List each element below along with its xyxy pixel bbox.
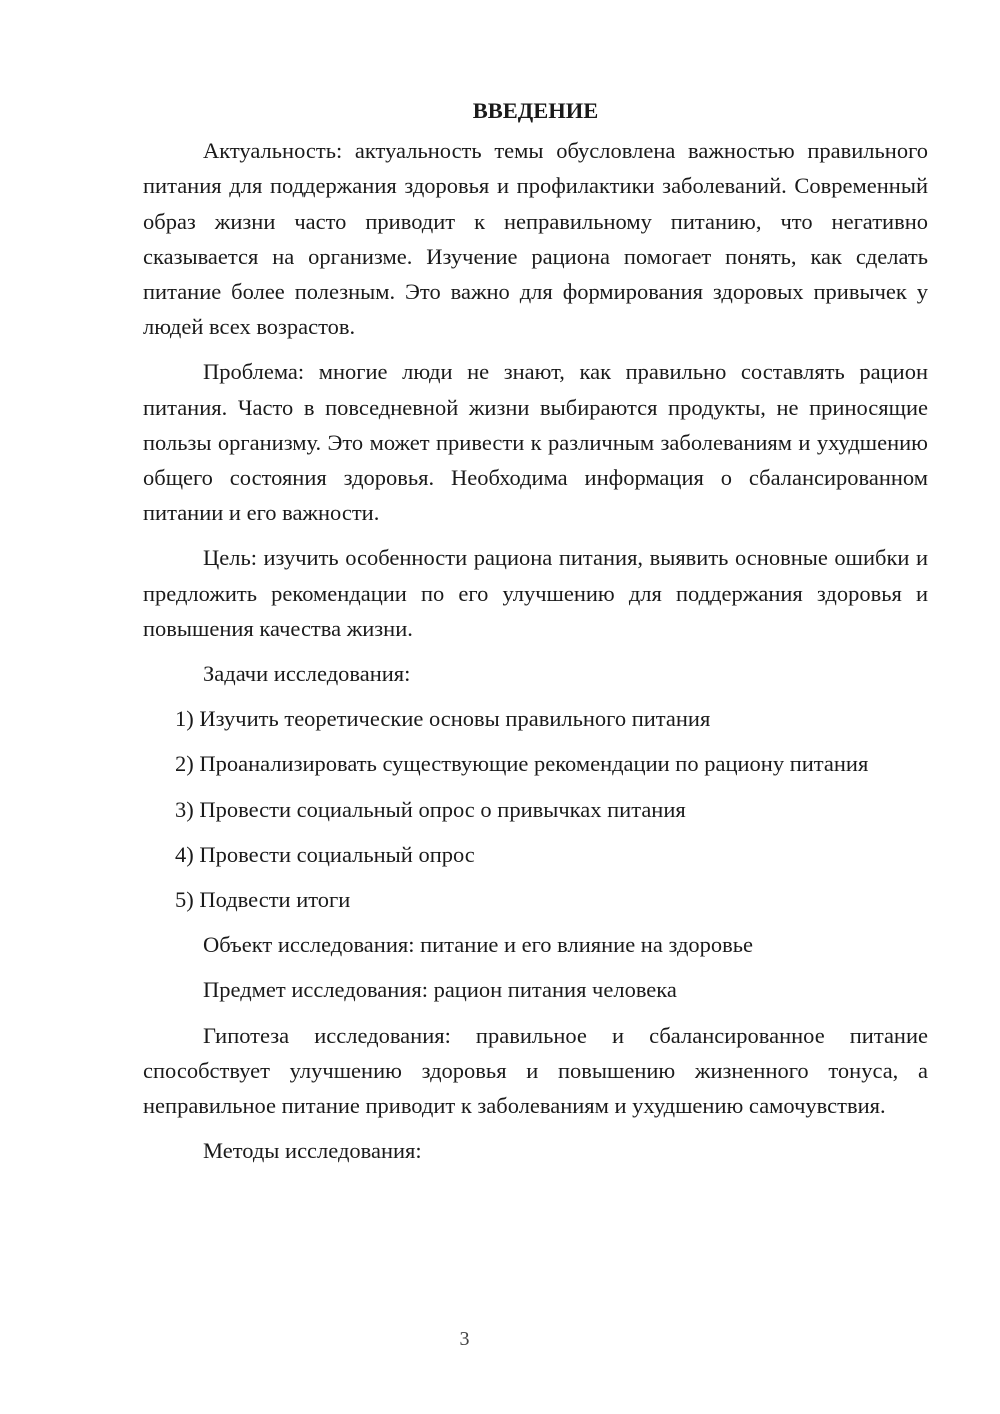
page-number: 3: [459, 1328, 470, 1350]
research-subject: Предмет исследования: рацион питания человека: [203, 977, 677, 1003]
paragraph-problem: Проблема: многие люди не знают, как правильно составлять рацион питания. Часто в повседневной жизни выбираются продукты, не приносящие пользы организму. Это может привести к различным заболеваниям и ухудшению общего состояния здоровья. Необходима информация о сбалансированном питании и его важности.: [143, 359, 928, 526]
tasks-heading: Задачи исследования:: [203, 661, 411, 687]
paragraph-relevance: Актуальность: актуальность темы обусловлена важностью правильного питания для поддержания здоровья и профилактики заболеваний. Современный образ жизни часто приводит к неправильному питанию, что негативно сказывается на организме. Изучение рациона помогает понять, как сделать питание более полезным. Это важно для формирования здоровых привычек у людей всех возрастов.: [143, 138, 928, 340]
task-item: 1) Изучить теоретические основы правильного питания: [175, 706, 711, 732]
page-content: [143, 93, 928, 1178]
methods-heading: Методы исследования:: [203, 1138, 422, 1164]
section-title: ВВЕДЕНИЕ: [472, 98, 599, 123]
research-hypothesis: Гипотеза исследования: правильное и сбалансированное питание способствует улучшению здоровья и повышению жизненного тонуса, а неправильное питание приводит к заболеваниям и ухудшению самочувствия.: [143, 1022, 928, 1119]
task-item: 3) Провести социальный опрос о привычках питания: [175, 796, 686, 822]
task-item: 4) Провести социальный опрос: [175, 841, 475, 867]
research-object: Объект исследования: питание и его влияние на здоровье: [203, 932, 754, 958]
paragraph-goal: Цель: изучить особенности рациона питания, выявить основные ошибки и предложить рекомендации по его улучшению для поддержания здоровья и повышения качества жизни.: [143, 545, 928, 641]
task-item: 5) Подвести итоги: [175, 887, 351, 913]
task-item: 2) Проанализировать существующие рекомендации по рациону питания: [175, 751, 869, 777]
